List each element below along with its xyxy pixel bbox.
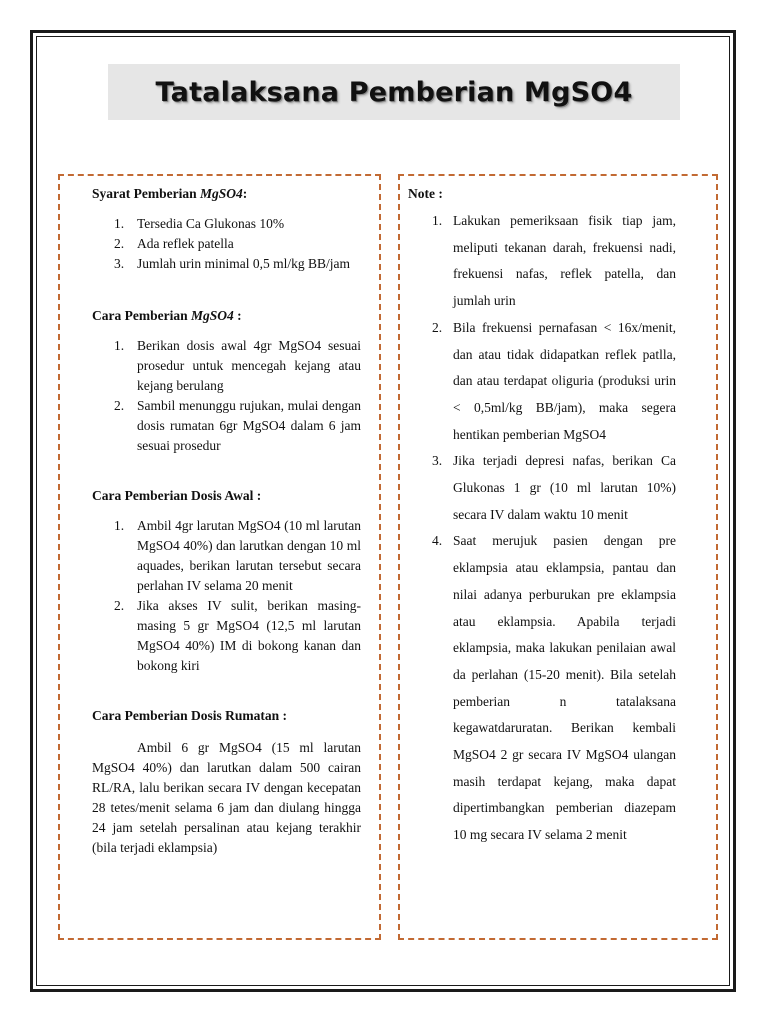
- list-item: 1. Berikan dosis awal 4gr MgSO4 sesuai prosedur untuk mencegah kejang atau kejang berulang: [114, 338, 361, 393]
- right-panel: [398, 174, 718, 940]
- list-item: 1. Ambil 4gr larutan MgSO4 (10 ml larutan MgSO4 40%) dan larutkan dengan 10 ml aquades, berikan larutan tersebut secara perlahan IV selama 20 menit: [114, 518, 361, 593]
- list-item: 1. Tersedia Ca Glukonas 10%: [114, 216, 285, 231]
- dosis-rumatan-heading: Cara Pemberian Dosis Rumatan :: [92, 708, 287, 723]
- list-item: 2. Ada reflek patella: [114, 236, 234, 251]
- list-item: 2. Sambil menunggu rujukan, mulai dengan dosis rumatan 6gr MgSO4 dalam 6 jam sesuai prosedur: [114, 398, 361, 453]
- left-panel: [58, 174, 381, 940]
- note-list: [408, 208, 676, 849]
- list-item: 2. Bila frekuensi pernafasan < 16x/menit, dan atau tidak didapatkan reflek patlla, dan atau terdapat oliguria (produksi urin < 0,5ml/kg BB/jam), maka segera hentikan pemberian MgSO4: [432, 319, 676, 442]
- list-item: 1. Lakukan pemeriksaan fisik tiap jam, meliputi tekanan darah, frekuensi nadi, frekuensi nafas, reflek patella, dan jumlah urin: [432, 213, 676, 309]
- cara-heading: Cara Pemberian MgSO4 :: [92, 308, 242, 323]
- page-title: Tatalaksana Pemberian MgSO4: [155, 76, 633, 108]
- cara-list: [92, 336, 361, 456]
- note-heading: Note :: [408, 186, 443, 201]
- list-item: 3. Jumlah urin minimal 0,5 ml/kg BB/jam: [114, 256, 350, 271]
- title-banner: [108, 64, 680, 120]
- syarat-heading: Syarat Pemberian MgSO4:: [92, 186, 248, 201]
- list-item: 2. Jika akses IV sulit, berikan masing-masing 5 gr MgSO4 (12,5 ml larutan MgSO4 40%) IM di bokong kanan dan bokong kiri: [114, 598, 361, 673]
- dosis-awal-list: [92, 516, 361, 676]
- syarat-list: [92, 214, 361, 274]
- dosis-rumatan-paragraph: Ambil 6 gr MgSO4 (15 ml larutan MgSO4 40%) dan larutkan dalam 500 cairan RL/RA, lalu berikan secara IV dengan kecepatan 28 tetes/menit selama 6 jam dan diulang hingga 24 jam setelah persalinan atau kejang terakhir (bila terjadi eklampsia): [92, 740, 361, 855]
- list-item: 3. Jika terjadi depresi nafas, berikan Ca Glukonas 1 gr (10 ml larutan 10%) secara IV dalam waktu 10 menit: [432, 453, 676, 522]
- list-item: 4. Saat merujuk pasien dengan pre eklampsia atau eklampsia, pantau dan nilai adanya perburukan pre eklampsia atau eklampsia. Apabila terjadi eklampsia, maka lakukan penilaian awal da perlahan (15-20 menit). Bila setelah pemberian n tatalaksana kegawatdaruratan. Berikan kembali MgSO4 2 gr secara IV MgSO4 ulangan masih terdapat kejang, maka dapat dipertimbangkan pemberian diazepam 10 mg secara IV selama 2 menit: [432, 533, 676, 843]
- dosis-awal-heading: Cara Pemberian Dosis Awal :: [92, 488, 262, 503]
